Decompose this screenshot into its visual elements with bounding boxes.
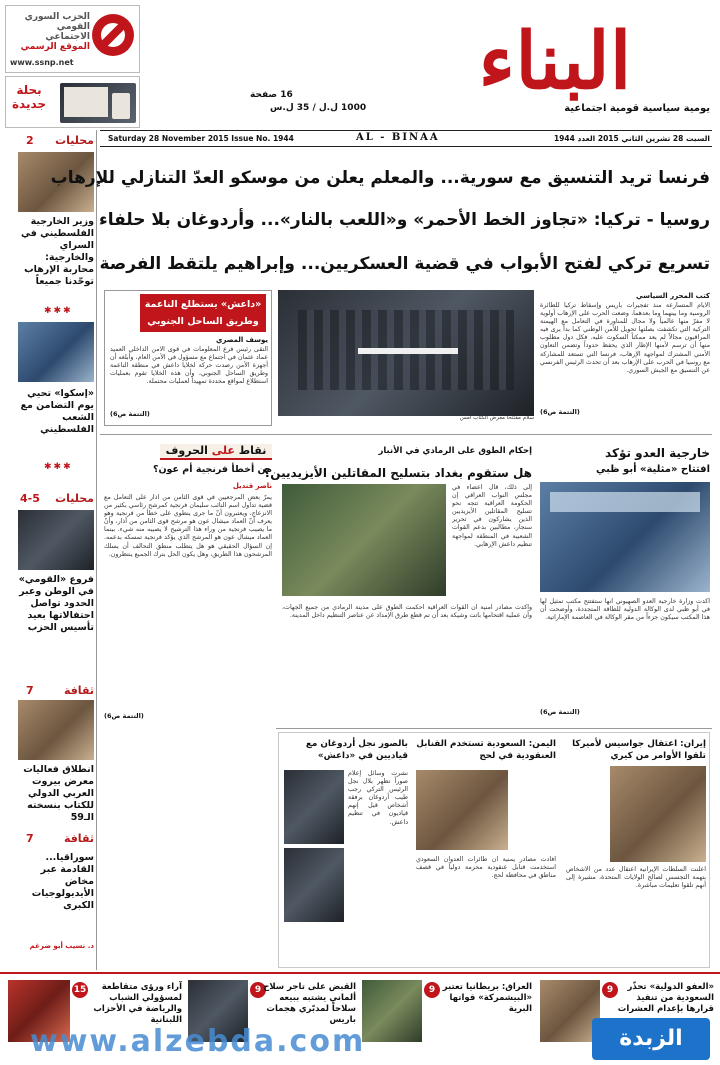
center-title[interactable]: هل ستقوم بغداد بتسليح المقاتلين الأيزيديين؟ <box>263 466 532 480</box>
bottom-story-3-title[interactable]: بالصور نجل أردوغان مع قياديين في «داعش» <box>305 739 408 761</box>
party-name-line3: الموقع الرسمي <box>20 42 90 52</box>
lead-photo <box>278 290 534 416</box>
column-kicker-b: على <box>211 444 235 457</box>
daesh-title-line2: وطريق الساحل الجنوبي <box>147 316 259 327</box>
party-logo-box <box>5 5 140 73</box>
bottom-story-3-photo-1 <box>284 770 344 844</box>
sidebar-page-4: 7 <box>26 684 34 697</box>
promo-4-title: آراء ورؤى متقاطعة لمسؤولي الشباب والرياضة في الأحزاب اللبنانية <box>93 982 182 1025</box>
foreign-title-2[interactable]: افتتاح «مثلية» أبو ظبي <box>595 464 710 475</box>
sidebar-headline-1[interactable]: وزير الخارجية الفلسطيني في السراي والخارجية: محاربة الإرهاب توحّدنا جميعاً <box>21 216 94 287</box>
masthead-tagline: يومية سياسية قومية اجتماعية <box>564 103 710 114</box>
promo-1-number: 9 <box>602 982 618 998</box>
party-name-line1: الحزب السوري <box>24 12 90 22</box>
issue-price: 1000 ل.ل / 35 ل.س <box>270 103 367 113</box>
foreign-text: أكدت وزارة خارجية العدو الصهيوني أنها ستفتتح مكتب تمثيل لها في أبو ظبي لدى الوكالة الدولية للطاقة المتجددة، وأوضحت أن هذا المكتب سيكون جزءاً من مقر الوكالة في العاصمة الإماراتية. <box>540 598 710 622</box>
devices-image <box>60 83 136 123</box>
center-photo <box>282 484 446 596</box>
column-title[interactable]: من أخطأ فرنجية أم عون؟ <box>152 464 272 475</box>
new-look-line2: جديدة <box>11 97 47 111</box>
lead-author: كتب المحرر السياسي <box>636 292 710 300</box>
center-kicker: إحكام الطوق على الرمادي في الأنبار <box>378 446 532 456</box>
new-look-promo <box>5 76 140 128</box>
sidebar-headline-4[interactable]: انطلاق فعاليات معرض بيروت العربي الدولي للكتاب بنسخته الـ59 <box>23 764 94 823</box>
issue-date-en: Saturday 28 November 2015 Issue No. 1944 <box>108 134 294 143</box>
foreign-continued: (التتمة ص6) <box>540 708 580 716</box>
promo-1-title: «العفو الدولية» تحذّر السعودية من تنفيذ قرارها بإعدام العشرات <box>617 982 714 1014</box>
sidebar-headline-2[interactable]: «إسكوا» تحيي يوم التضامن مع الشعب الفلسطيني <box>20 388 94 435</box>
sidebar-headline-5[interactable]: سوراقيا... القادمة عبر مخاض الأيديولوجيات الكبرى <box>31 852 94 911</box>
watermark-brand-text: الزبدة <box>619 1026 683 1051</box>
sidebar-section-4: ثقافة <box>63 684 94 697</box>
lead-photo-caption: سلام مفتتحاً معرض الكتاب أمس <box>459 415 534 421</box>
bottom-story-1-text: أعلنت السلطات الإيرانية اعتقال عدد من الأشخاص بتهمة التجسس لصالح الولايات المتحدة، مشيرة إلى أنهم تلقوا تعليمات مباشرة. <box>566 866 706 890</box>
main-headline-3[interactable]: تسريع تركي لفتح الأبواب في قضية العسكريين... وإبراهيم يلتقط الفرصة <box>99 254 710 274</box>
center-text-col1: إلى ذلك، قال أعضاء في مجلس النواب العراقي إن الحكومة العراقية تتجه نحو تسليح المقاتلين الأيزيديين الذين يشاركون في تحرير سنجار، مطالبين بدعم القوات الشعبية في المنطقة لمواجهة تنظيم داعش الإرهابي. <box>452 484 532 548</box>
center-text-col2: وأكدت مصادر أمنية أن القوات العراقية أحكمت الطوق على مدينة الرمادي من جميع الجهات، وأن عملية اقتحامها باتت وشيكة بعد أن تم قطع طرق الإمداد عن عناصر التنظيم داخل المدينة. <box>282 604 532 620</box>
promo-2-title: العراق: بريطانيا تعتبر «البيشمركة» قواتها البرية <box>442 982 532 1014</box>
sidebar-author-credit: د. نسيب أبو ضرغم <box>29 942 94 950</box>
party-name-line2: القومي الاجتماعي <box>45 22 90 42</box>
promo-2[interactable] <box>362 980 532 1046</box>
sidebar-headline-3[interactable]: فروع «القومي» في الوطن وعبر الحدود تواصل احتفالاتها بعيد تأسيس الحزب <box>18 574 94 633</box>
new-look-line1: بحلة <box>16 83 42 97</box>
sidebar-stars-1: ✱✱✱ <box>44 306 73 316</box>
sidebar-photo-3 <box>18 510 94 570</box>
column-continued: (التتمة ص6) <box>104 712 144 720</box>
promo-1-photo <box>540 980 600 1042</box>
sidebar-page-5: 7 <box>26 832 34 845</box>
daesh-box-continued: (التتمة ص6) <box>110 410 150 418</box>
promo-3-number: 9 <box>250 982 266 998</box>
sidebar-stars-2: ✱✱✱ <box>44 462 73 472</box>
sidebar-section-1: محليات <box>55 134 94 147</box>
sidebar-photo-2 <box>18 322 94 382</box>
sidebar-section-5: ثقافة <box>63 832 94 845</box>
party-url[interactable]: www.ssnp.net <box>10 58 74 67</box>
sidebar-photo-4 <box>18 700 94 760</box>
main-headline-1[interactable]: فرنسا تريد التنسيق مع سورية... والمعلم يعلن من موسكو العدّ التنازلي للإرهاب <box>50 168 710 188</box>
bottom-story-1-title[interactable]: إيران: اعتقال جواسيس لأميركا تلقوا الأوامر من كيري <box>572 739 706 761</box>
daesh-box-author: يوسف المصري <box>215 336 268 344</box>
bottom-story-2-photo <box>416 770 508 850</box>
sidebar-page-3: 4-5 <box>20 492 40 505</box>
watermark-brand <box>592 1018 710 1060</box>
promo-2-photo <box>362 980 422 1042</box>
bottom-story-3-text: نشرت وسائل إعلام صوراً تظهر بلال نجل الرئيس التركي رجب طيب أردوغان برفقة أشخاص قيل إنهم قياديون في تنظيم داعش. <box>348 770 408 826</box>
column-text: يمرّ بعض المرجعيين في قوى الثامن من آذار على التعامل مع قضية تداول اسم النائب سليمان فرنجية كمرشح رئاسي بكثير من الانزعاج، ويعتبرون أنّ ما جرى ينطوي على خطأ من فرنجية وهو يعرف أنّ العماد ميشال عون هو مرشح قوى الثامن من آذار، وأنّ ما يصيب فرنجية من وراء هذا الترشيح لا يصيبه منه شيء. بينما العماد ميشال عون هو المرشح الذي يؤكد فرنجية تمسكه بدعمه. إن السؤال الحقيقي هو هل يتطلب منطق التحالف أن يسلك المرشحون هذا الطريق، وهل يكون الحل بترك الجميع ينتظرون. <box>104 494 272 558</box>
daesh-title-line1: «داعش» يستطلع الناعمة <box>144 299 262 310</box>
bottom-story-3-photo-2 <box>284 848 344 922</box>
sidebar-page-1: 2 <box>26 134 34 147</box>
column-author: ناصر قنديل <box>232 482 272 490</box>
column-kicker-c: الحروف <box>165 444 208 457</box>
promo-3-title: القبض على تاجر سلاح ألماني يشتبه ببيعه سلاحاً لمدبّري هجمات باريس <box>263 982 356 1025</box>
daesh-box-text: التقى رئيس فرع المعلومات في قوى الأمن الداخلي العميد عماد عثمان في اجتماع مع مسؤول في الأمن العام، وأبلغه أن أجهزة الأمن رصدت حركة لخلايا داعش في منطقة الناعمة وطريق الساحل الجنوبي، وأن هذه الخلايا تقوم بعمليات استطلاع لمواقع محددة تمهيداً لعمليات محتملة. <box>110 346 268 386</box>
column-kicker-a: نقاط <box>238 444 267 457</box>
foreign-photo <box>540 482 710 592</box>
daesh-box-title <box>140 294 266 332</box>
bottom-story-2-title[interactable]: اليمن: السعودية تستخدم القنابل العنقودية في لحج <box>416 739 556 761</box>
lead-text: الأيام المتسارعة منذ تفجيرات باريس وإسقاط تركيا للطائرة الروسية وما بينهما وما بعدهما، وضعت الحرب على الإرهاب أولوية لا مفرّ منها عالمياً ولا مجال للمناورة في التعامل مع الهيمنة التركية التي تكشفت بصلتها تحويل للأمن الوطني كما بدأ يرى فيه المراقبون مجالاً لم يعد ممكناً السكوت عليه. فكل دول مطلوب منها أن ترسم لأمنها الإطار الذي يحفظ حدوداً وتضمن التعاون الأمني المشترك لمواجهة الإرهاب، فرنسا التي تستعد للمشاركة مع روسيا في الحرب على الإرهاب بعد أن تحدث الرئيس الفرنسي عن التنسيق مع الجيش السوري. <box>540 302 710 374</box>
sidebar-section-3: محليات <box>55 492 94 505</box>
lead-continued: (التتمة ص6) <box>540 408 580 416</box>
issue-pages: 16 صفحة <box>250 90 293 100</box>
watermark-url: www.alzebda.com <box>30 1024 366 1059</box>
column-kicker <box>160 444 272 460</box>
latin-title: AL - BINAA <box>356 132 440 143</box>
bottom-story-2-text: أفادت مصادر يمنية أن طائرات العدوان السعودي استخدمت قنابل عنقودية محرمة دولياً في قصف مناطق في محافظة لحج. <box>416 856 556 880</box>
foreign-title-1[interactable]: خارجية العدو تؤكد <box>605 446 710 460</box>
issue-date-ar: السبت 28 تشرين الثاني 2015 العدد 1944 <box>553 134 710 143</box>
bottom-story-1-photo <box>610 766 706 862</box>
promo-4-number: 15 <box>72 982 88 998</box>
party-emblem-icon <box>92 14 134 56</box>
masthead-logo: البناء <box>478 16 632 107</box>
main-headline-2[interactable]: روسيا - تركيا: «تجاوز الخط الأحمر» و«اللعب بالنار»... وأردوغان بلا حلفاء <box>99 210 710 230</box>
promo-2-number: 9 <box>424 982 440 998</box>
